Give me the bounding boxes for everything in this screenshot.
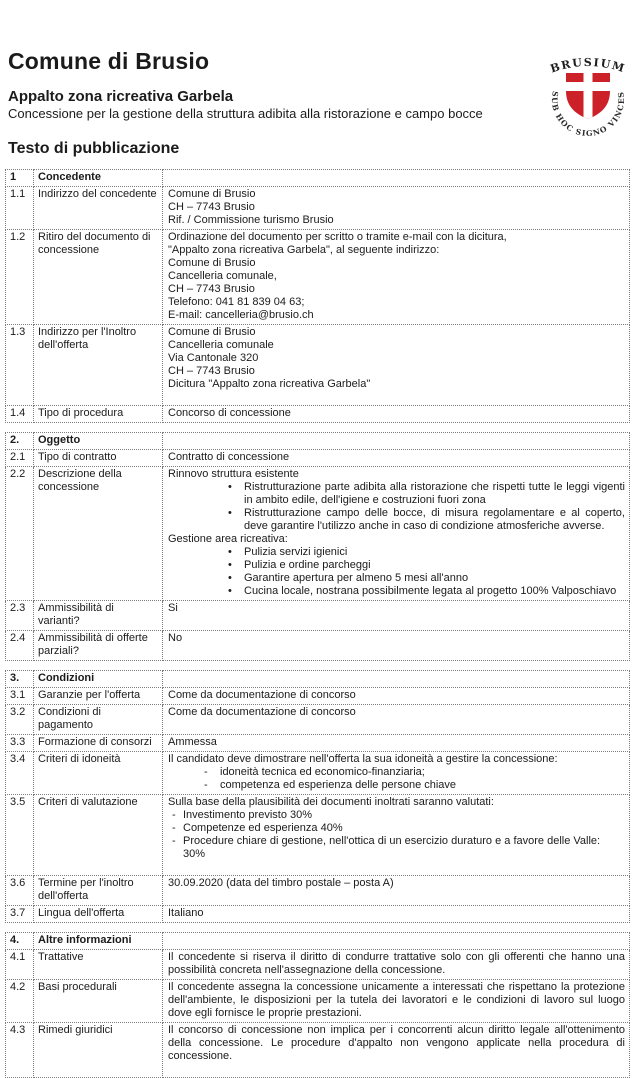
content-dash — [168, 822, 625, 835]
section-header-spacer — [163, 433, 630, 450]
row-label: Rimedi giuridici — [34, 1023, 163, 1078]
content-dash — [168, 809, 625, 822]
publication-heading: Testo di pubblicazione — [8, 140, 180, 158]
crest-shield-icon — [566, 73, 610, 119]
document-subtitle: Appalto zona ricreativa Garbela — [8, 88, 234, 106]
table-row — [6, 980, 630, 1023]
row-number: 1.3 — [6, 325, 34, 406]
item-text: Pulizia e ordine parcheggi — [244, 559, 371, 572]
table-row — [6, 705, 630, 735]
row-content — [163, 876, 630, 906]
content-dash — [168, 835, 625, 861]
item-text: Procedure chiare di gestione, nell'ottica di un esercizio duraturo e a favore delle Valle: 30% — [183, 835, 601, 861]
row-content — [163, 705, 630, 735]
row-number: 2.4 — [6, 631, 34, 661]
bullet-marker: • — [228, 481, 232, 494]
content-line: Rinnovo struttura esistente — [168, 468, 299, 481]
row-label: Criteri di idoneità — [34, 752, 163, 795]
content-line: Ammessa — [168, 736, 217, 749]
section-table — [5, 932, 630, 1078]
row-number: 3.6 — [6, 876, 34, 906]
row-number: 2.1 — [6, 450, 34, 467]
row-number: 3.3 — [6, 735, 34, 752]
content-para: Il concedente assegna la concessione unicamente a interessati che rispettano la protezione dell'ambiente, le disposizioni per la tutela dei lavoratori e le condizioni di lavoro sul luogo dove egli fornisce le proprie prestazioni. — [168, 981, 625, 1020]
content-line: Comune di Brusio — [168, 257, 256, 270]
item-text: Pulizia servizi igienici — [244, 546, 348, 559]
section-title: Oggetto — [34, 433, 163, 450]
row-label: Indirizzo del concedente — [34, 187, 163, 230]
row-label: Tipo di procedura — [34, 406, 163, 423]
content-dashind — [168, 766, 625, 779]
table-row — [6, 601, 630, 631]
row-content — [163, 950, 630, 980]
row-number: 4.2 — [6, 980, 34, 1023]
row-content — [163, 187, 630, 230]
bullet-marker: • — [228, 585, 232, 598]
section-number: 1 — [6, 170, 34, 187]
row-number: 3.7 — [6, 906, 34, 923]
section-header-row — [6, 933, 630, 950]
section-header-row — [6, 170, 630, 187]
table-row — [6, 187, 630, 230]
content-bullet — [168, 585, 625, 598]
crest-name-text: BRUSIUM — [548, 55, 628, 76]
row-content — [163, 601, 630, 631]
row-content — [163, 906, 630, 923]
content-bullet — [168, 507, 625, 533]
publication-tables — [5, 169, 630, 1078]
table-row — [6, 752, 630, 795]
content-line: Gestione area ricreativa: — [168, 533, 288, 546]
content-line: CH – 7743 Brusio — [168, 365, 255, 378]
row-number: 2.2 — [6, 467, 34, 601]
dash-marker: - — [172, 822, 176, 835]
content-line: Dicitura "Appalto zona ricreativa Garbela" — [168, 378, 371, 391]
table-row — [6, 406, 630, 423]
content-line: Cancelleria comunale — [168, 339, 274, 352]
crest-graphic — [544, 53, 632, 139]
content-bullet — [168, 572, 625, 585]
row-label: Garanzie per l'offerta — [34, 688, 163, 705]
section-header-row — [6, 433, 630, 450]
row-content — [163, 795, 630, 876]
content-line: No — [168, 632, 183, 645]
bullet-marker: • — [228, 572, 232, 585]
content-para: Il concedente si riserva il diritto di condurre trattative solo con gli offerenti che hanno una possibilità concreta nell'assegnazione della concessione. — [168, 951, 625, 977]
content-line: E-mail: cancelleria@brusio.ch — [168, 309, 314, 322]
row-label: Criteri di valutazione — [34, 795, 163, 876]
document-description: Concessione per la gestione della struttura adibita alla ristorazione e campo bocce — [8, 106, 483, 122]
content-line: Italiano — [168, 907, 204, 920]
content-line: Contratto di concessione — [168, 451, 290, 464]
row-number: 3.2 — [6, 705, 34, 735]
item-text: idoneità tecnica ed economico-finanziaria; — [220, 766, 425, 779]
bullet-marker: • — [228, 546, 232, 559]
bullet-marker: • — [228, 559, 232, 572]
content-spacer — [168, 391, 625, 403]
content-line: Si — [168, 602, 178, 615]
item-text: Cucina locale, nostrana possibilmente legata al progetto 100% Valposchiavo — [244, 585, 617, 598]
content-line: "Appalto zona ricreativa Garbela", al seguente indirizzo: — [168, 244, 440, 257]
dash-marker: - — [172, 835, 176, 848]
row-label: Termine per l'inoltro dell'offerta — [34, 876, 163, 906]
row-label: Ammissibilità di offerte parziali? — [34, 631, 163, 661]
section-header-spacer — [163, 170, 630, 187]
row-number: 2.3 — [6, 601, 34, 631]
row-content — [163, 467, 630, 601]
row-number: 3.1 — [6, 688, 34, 705]
section-number: 4. — [6, 933, 34, 950]
content-line: Telefono: 041 81 839 04 63; — [168, 296, 305, 309]
section-header-row — [6, 671, 630, 688]
section-table — [5, 670, 630, 923]
bullet-marker: • — [228, 507, 232, 520]
page-title: Comune di Brusio — [8, 48, 210, 74]
section-title: Concedente — [34, 170, 163, 187]
table-row — [6, 735, 630, 752]
section-number: 2. — [6, 433, 34, 450]
item-text: Investimento previsto 30% — [183, 809, 313, 822]
row-number: 3.4 — [6, 752, 34, 795]
content-line: Il candidato deve dimostrare nell'offerta la sua idoneità a gestire la concessione: — [168, 753, 558, 766]
table-row — [6, 1023, 630, 1078]
row-label: Descrizione della concessione — [34, 467, 163, 601]
row-content — [163, 1023, 630, 1078]
section-header-spacer — [163, 671, 630, 688]
content-line: Concorso di concessione — [168, 407, 291, 420]
table-row — [6, 688, 630, 705]
row-number: 1.1 — [6, 187, 34, 230]
row-label: Lingua dell'offerta — [34, 906, 163, 923]
content-line: Comune di Brusio — [168, 188, 256, 201]
content-dashind — [168, 779, 625, 792]
brusium-crest — [544, 53, 632, 139]
row-content — [163, 325, 630, 406]
row-content — [163, 735, 630, 752]
row-number: 1.4 — [6, 406, 34, 423]
table-row — [6, 631, 630, 661]
table-row — [6, 950, 630, 980]
document-page — [0, 49, 637, 1078]
dash-marker: - — [204, 766, 208, 779]
row-content — [163, 230, 630, 325]
section-table — [5, 169, 630, 423]
content-bullet — [168, 546, 625, 559]
content-line: Ordinazione del documento per scritto o tramite e-mail con la dicitura, — [168, 231, 507, 244]
row-content — [163, 980, 630, 1023]
table-row — [6, 906, 630, 923]
dash-marker: - — [204, 779, 208, 792]
row-label: Tipo di contratto — [34, 450, 163, 467]
row-label: Formazione di consorzi — [34, 735, 163, 752]
content-line: Rif. / Commissione turismo Brusio — [168, 214, 334, 227]
content-bullet — [168, 481, 625, 507]
row-content — [163, 752, 630, 795]
content-spacer — [168, 861, 625, 873]
crest-motto-text: SUB HOC SIGNO VINCES — [549, 90, 627, 139]
row-content — [163, 450, 630, 467]
content-line: 30.09.2020 (data del timbro postale – posta A) — [168, 877, 394, 890]
row-label: Ritiro del documento di concessione — [34, 230, 163, 325]
row-content — [163, 631, 630, 661]
table-row — [6, 795, 630, 876]
row-number: 4.3 — [6, 1023, 34, 1078]
content-line: CH – 7743 Brusio — [168, 283, 255, 296]
section-title: Condizioni — [34, 671, 163, 688]
content-spacer — [168, 1063, 625, 1075]
item-text: Garantire apertura per almeno 5 mesi all'anno — [244, 572, 469, 585]
content-line: Via Cantonale 320 — [168, 352, 259, 365]
row-label: Condizioni di pagamento — [34, 705, 163, 735]
dash-marker: - — [172, 809, 176, 822]
content-line: CH – 7743 Brusio — [168, 201, 255, 214]
table-row — [6, 467, 630, 601]
content-line: Come da documentazione di concorso — [168, 689, 356, 702]
row-label: Trattative — [34, 950, 163, 980]
content-bullet — [168, 559, 625, 572]
section-table — [5, 432, 630, 661]
content-line: Cancelleria comunale, — [168, 270, 277, 283]
row-label: Basi procedurali — [34, 980, 163, 1023]
row-content — [163, 688, 630, 705]
table-row — [6, 450, 630, 467]
row-label: Ammissibilità di varianti? — [34, 601, 163, 631]
row-label: Indirizzo per l'Inoltro dell'offerta — [34, 325, 163, 406]
item-text: competenza ed esperienza delle persone chiave — [220, 779, 457, 792]
row-number: 1.2 — [6, 230, 34, 325]
table-row — [6, 325, 630, 406]
section-title: Altre informazioni — [34, 933, 163, 950]
item-text: Ristrutturazione campo delle bocce, di misura regolamentare e al coperto, deve garantire l'utilizzo anche in caso di condizione atmosferiche avverse. — [244, 507, 625, 533]
content-line: Comune di Brusio — [168, 326, 256, 339]
content-line: Come da documentazione di concorso — [168, 706, 356, 719]
content-line: Sulla base della plausibilità dei documenti inoltrati saranno valutati: — [168, 796, 494, 809]
row-content — [163, 406, 630, 423]
section-header-spacer — [163, 933, 630, 950]
item-text: Ristrutturazione parte adibita alla ristorazione che rispetti tutte le leggi vigenti in ambito edile, dell'igiene e costruzioni fuori zona — [244, 481, 625, 507]
item-text: Competenze ed esperienza 40% — [183, 822, 343, 835]
row-number: 4.1 — [6, 950, 34, 980]
row-number: 3.5 — [6, 795, 34, 876]
table-row — [6, 876, 630, 906]
section-number: 3. — [6, 671, 34, 688]
content-para: Il concorso di concessione non implica per i concorrenti alcun diritto legale all'ottenimento della concessione. Le procedure d'appalto non vengono applicate nella procedura di concessione. — [168, 1024, 625, 1063]
table-row — [6, 230, 630, 325]
